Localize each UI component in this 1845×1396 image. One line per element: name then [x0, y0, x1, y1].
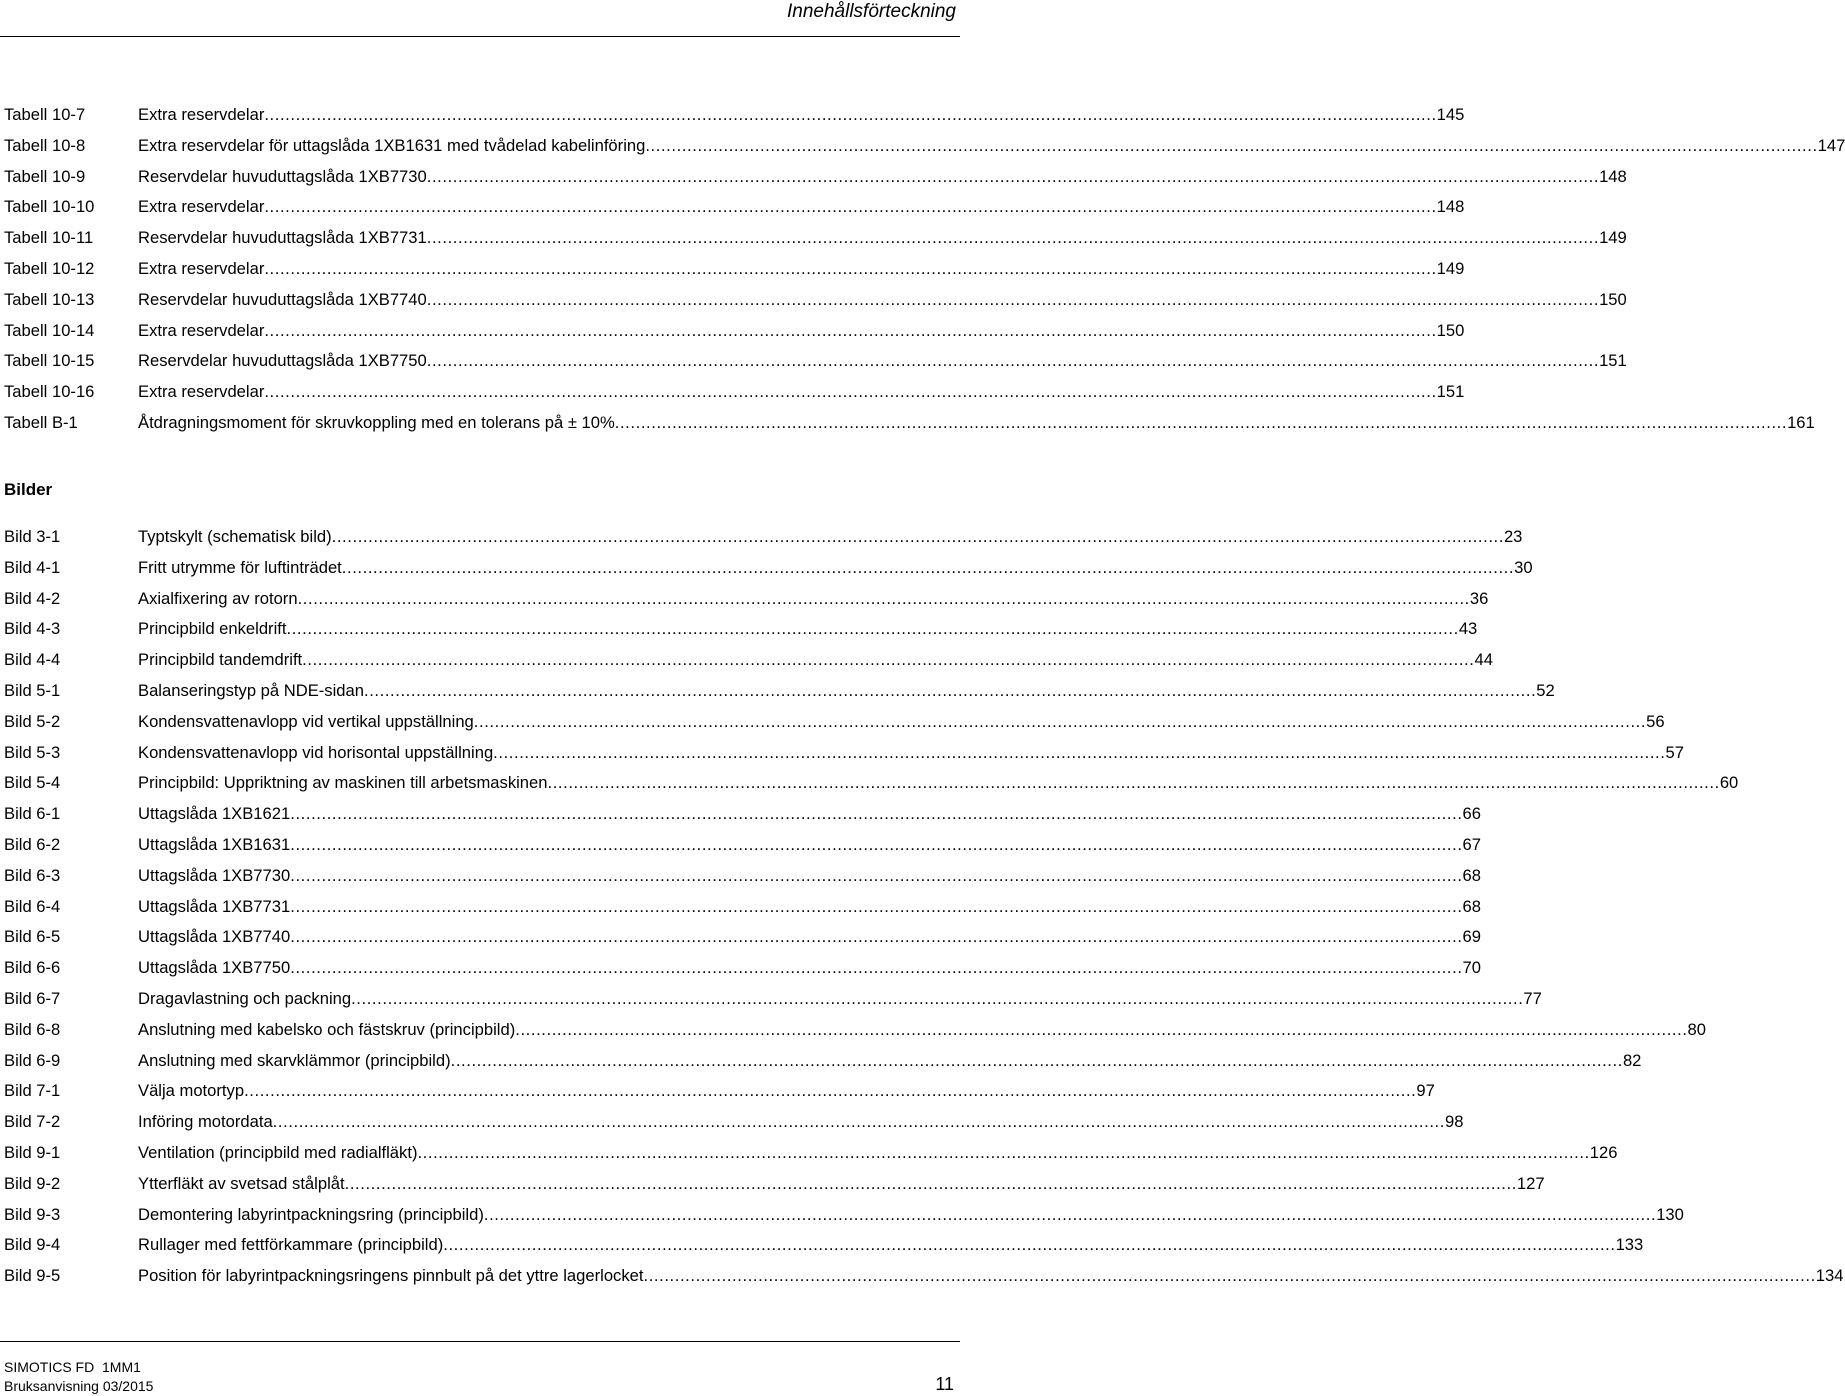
dot-leader — [645, 131, 1817, 162]
entry-page-number: 149 — [1599, 228, 1627, 248]
dot-leader — [427, 223, 1599, 254]
header-divider — [0, 36, 960, 37]
dot-leader — [332, 522, 1504, 553]
toc-figure-entry[interactable] — [4, 1200, 1684, 1231]
entry-label: Bild 4-4 — [4, 650, 61, 670]
entry-page-number: 148 — [1436, 197, 1465, 217]
entry-label: Bild 6-1 — [4, 804, 61, 824]
entry-page-number: 147 — [1817, 135, 1845, 155]
entry-label: Tabell 10-8 — [4, 135, 86, 155]
entry-page-number: 127 — [1516, 1173, 1545, 1193]
entry-title: Extra reservdelar — [138, 320, 265, 340]
entry-title: Anslutning med kabelsko och fästskruv (principbild) — [138, 1019, 516, 1039]
entry-label: Tabell 10-10 — [4, 197, 95, 217]
toc-figure-entry[interactable] — [4, 1076, 1435, 1107]
entry-label: Bild 4-2 — [4, 588, 61, 608]
entry-page-number: 44 — [1474, 650, 1493, 670]
dot-leader — [264, 316, 1436, 347]
dot-leader — [264, 254, 1436, 285]
entry-title: Extra reservdelar — [138, 197, 265, 217]
entry-title: Dragavlastning och packning — [138, 988, 352, 1008]
dot-leader — [427, 285, 1599, 316]
entry-page-number: 57 — [1665, 742, 1684, 762]
entry-label: Bild 6-2 — [4, 834, 61, 854]
toc-figure-entry[interactable] — [4, 830, 1482, 861]
entry-label: Bild 4-3 — [4, 619, 61, 639]
toc-table-entry[interactable] — [4, 131, 1845, 162]
entry-title: Ytterfläkt av svetsad stålplåt — [138, 1173, 345, 1193]
entry-title: Kondensvattenavlopp vid horisontal uppställning — [138, 742, 494, 762]
dot-leader — [264, 377, 1436, 408]
entry-page-number: 68 — [1462, 896, 1482, 916]
entry-label: Bild 7-1 — [4, 1081, 61, 1101]
entry-page-number: 149 — [1436, 258, 1465, 278]
entry-title: Extra reservdelar — [138, 382, 265, 402]
entry-title: Extra reservdelar — [138, 105, 265, 124]
entry-page-number: 23 — [1503, 527, 1523, 546]
dot-leader — [351, 984, 1523, 1015]
entry-label: Bild 6-3 — [4, 865, 61, 885]
entry-label: Bild 9-4 — [4, 1235, 61, 1255]
entry-title: Reservdelar huvuduttagslåda 1XB7730 — [138, 166, 427, 186]
toc-figure-entry[interactable] — [4, 1015, 1707, 1046]
entry-page-number: 77 — [1523, 988, 1542, 1008]
dot-leader — [264, 100, 1436, 131]
toc-table-entry[interactable] — [4, 162, 1627, 193]
entry-label: Bild 9-1 — [4, 1142, 61, 1162]
toc-figure-entry[interactable] — [4, 1107, 1464, 1138]
dot-leader — [643, 1261, 1815, 1292]
toc-figure-entry[interactable] — [4, 676, 1555, 707]
entry-page-number: 151 — [1436, 382, 1465, 402]
entry-title: Uttagslåda 1XB7740 — [138, 927, 291, 947]
entry-title: Införing motordata — [138, 1112, 273, 1132]
footer-manual: Bruksanvisning 03/2015 — [4, 1378, 154, 1394]
entry-title: Typtskylt (schematisk bild) — [138, 527, 332, 546]
dot-leader — [290, 953, 1462, 984]
entry-page-number: 36 — [1469, 588, 1489, 608]
dot-leader — [493, 738, 1665, 769]
entry-title: Välja motortyp — [138, 1081, 245, 1101]
entry-label: Bild 6-5 — [4, 927, 61, 947]
entry-page-number: 60 — [1719, 773, 1739, 793]
toc-table-entry[interactable] — [4, 408, 1815, 439]
entry-page-number: 43 — [1458, 619, 1478, 639]
entry-page-number: 145 — [1436, 105, 1465, 124]
dot-leader — [474, 707, 1646, 738]
dot-leader — [244, 1076, 1416, 1107]
dot-leader — [302, 645, 1474, 676]
entry-label: Tabell 10-12 — [4, 258, 95, 278]
entry-label: Tabell 10-9 — [4, 166, 86, 186]
dot-leader — [290, 799, 1462, 830]
dot-leader — [298, 584, 1470, 615]
entry-label: Bild 9-3 — [4, 1204, 61, 1224]
entry-label: Bild 5-3 — [4, 742, 61, 762]
dot-leader — [615, 408, 1787, 439]
toc-figure-entry[interactable] — [4, 861, 1482, 892]
toc-table-entry[interactable] — [4, 285, 1627, 316]
entry-page-number: 30 — [1514, 557, 1533, 577]
entry-label: Bild 6-7 — [4, 988, 61, 1008]
toc-figure-entry[interactable] — [4, 738, 1684, 769]
dot-leader — [290, 861, 1462, 892]
entry-title: Axialfixering av rotorn — [138, 588, 298, 608]
entry-page-number: 150 — [1599, 289, 1627, 309]
entry-page-number: 148 — [1599, 166, 1627, 186]
entry-label: Tabell 10-11 — [4, 228, 94, 248]
dot-leader — [451, 1046, 1623, 1077]
entry-page-number: 130 — [1656, 1204, 1684, 1224]
dot-leader — [417, 1138, 1589, 1169]
dot-leader — [548, 768, 1720, 799]
entry-page-number: 98 — [1444, 1112, 1464, 1132]
entry-title: Balanseringstyp på NDE-sidan — [138, 680, 364, 700]
toc-figure-entry[interactable] — [4, 614, 1478, 645]
dot-leader — [427, 346, 1599, 377]
entry-page-number: 161 — [1787, 412, 1815, 432]
entry-title: Uttagslåda 1XB1631 — [138, 834, 291, 854]
entry-title: Principbild tandemdrift — [138, 650, 303, 670]
entry-label: Tabell 10-16 — [4, 382, 95, 402]
toc-figure-entry[interactable] — [4, 922, 1482, 953]
figures-list — [4, 522, 1844, 1292]
entry-title: Principbild enkeldrift — [138, 619, 287, 639]
entry-label: Bild 6-9 — [4, 1050, 61, 1070]
entry-label: Bild 9-2 — [4, 1173, 61, 1193]
entry-title: Reservdelar huvuduttagslåda 1XB7740 — [138, 289, 427, 309]
dot-leader — [345, 1169, 1517, 1200]
entry-page-number: 70 — [1462, 958, 1482, 978]
entry-title: Uttagslåda 1XB7730 — [138, 865, 291, 885]
entry-label: Bild 4-1 — [4, 557, 61, 577]
dot-leader — [287, 614, 1459, 645]
entry-label: Bild 7-2 — [4, 1112, 61, 1132]
entry-label: Bild 6-6 — [4, 958, 61, 978]
entry-page-number: 150 — [1436, 320, 1465, 340]
entry-label: Tabell 10-14 — [4, 320, 95, 340]
entry-title: Principbild: Uppriktning av maskinen till arbetsmaskinen — [138, 773, 548, 793]
entry-title: Uttagslåda 1XB7731 — [138, 896, 291, 916]
dot-leader — [364, 676, 1536, 707]
toc-figure-entry[interactable] — [4, 707, 1665, 738]
entry-title: Rullager med fettförkammare (principbild) — [138, 1235, 444, 1255]
entry-label: Tabell 10-7 — [4, 105, 86, 124]
dot-leader — [484, 1200, 1656, 1231]
toc-table-entry[interactable] — [4, 316, 1465, 347]
toc-figure-entry[interactable] — [4, 645, 1493, 676]
entry-label: Bild 9-5 — [4, 1266, 61, 1286]
entry-title: Åtdragningsmoment för skruvkoppling med en tolerans på ± 10% — [138, 412, 615, 432]
entry-label: Bild 3-1 — [4, 527, 61, 546]
entry-page-number: 126 — [1589, 1142, 1618, 1162]
entry-page-number: 97 — [1416, 1081, 1435, 1101]
entry-page-number: 82 — [1622, 1050, 1642, 1070]
entry-page-number: 80 — [1687, 1019, 1707, 1039]
entry-page-number: 134 — [1815, 1266, 1844, 1286]
entry-page-number: 66 — [1462, 804, 1482, 824]
dot-leader — [427, 162, 1599, 193]
entry-label: Tabell 10-15 — [4, 351, 95, 371]
entry-title: Extra reservdelar för uttagslåda 1XB1631 med tvådelad kabelinföring — [138, 135, 646, 155]
toc-table-entry[interactable] — [4, 192, 1465, 223]
figures-section-heading: Bilder — [4, 480, 53, 499]
footer-info — [4, 1358, 153, 1396]
entry-page-number: 133 — [1615, 1235, 1644, 1255]
toc-figure-entry[interactable] — [4, 984, 1542, 1015]
entry-title: Anslutning med skarvklämmor (principbild) — [138, 1050, 451, 1070]
entry-page-number: 69 — [1462, 927, 1482, 947]
footer-divider — [0, 1341, 960, 1342]
entry-title: Uttagslåda 1XB1621 — [138, 804, 291, 824]
entry-title: Kondensvattenavlopp vid vertikal uppställning — [138, 711, 474, 731]
entry-title: Fritt utrymme för luftinträdet — [138, 557, 342, 577]
toc-figure-entry[interactable] — [4, 522, 1523, 553]
toc-figure-entry[interactable] — [4, 892, 1482, 923]
entry-label: Tabell B-1 — [4, 412, 78, 432]
entry-page-number: 56 — [1646, 711, 1665, 731]
entry-title: Uttagslåda 1XB7750 — [138, 958, 291, 978]
dot-leader — [443, 1230, 1615, 1261]
entry-title: Reservdelar huvuduttagslåda 1XB7731 — [138, 228, 427, 248]
toc-table-entry[interactable] — [4, 223, 1627, 254]
entry-title: Position för labyrintpackningsringens pinnbult på det yttre lagerlocket — [138, 1266, 644, 1286]
toc-figure-entry[interactable] — [4, 768, 1739, 799]
entry-label: Tabell 10-13 — [4, 289, 95, 309]
entry-label: Bild 6-4 — [4, 896, 61, 916]
dot-leader — [290, 830, 1462, 861]
dot-leader — [290, 922, 1462, 953]
toc-table-entry[interactable] — [4, 377, 1465, 408]
toc-figure-entry[interactable] — [4, 953, 1482, 984]
toc-figure-entry[interactable] — [4, 799, 1482, 830]
entry-title: Ventilation (principbild med radialfläkt) — [138, 1142, 418, 1162]
entry-title: Reservdelar huvuduttagslåda 1XB7750 — [138, 351, 427, 371]
footer-product: SIMOTICS FD 1MM1 — [4, 1359, 141, 1375]
entry-page-number: 151 — [1599, 351, 1627, 371]
entry-label: Bild 5-2 — [4, 711, 61, 731]
entry-page-number: 52 — [1536, 680, 1555, 700]
dot-leader — [342, 553, 1514, 584]
toc-figure-entry[interactable] — [4, 1138, 1618, 1169]
toc-figure-entry[interactable] — [4, 1261, 1844, 1292]
toc-figure-entry[interactable] — [4, 1169, 1545, 1200]
dot-leader — [264, 192, 1436, 223]
tables-list — [4, 100, 1845, 439]
toc-table-entry[interactable] — [4, 346, 1627, 377]
entry-title: Extra reservdelar — [138, 258, 265, 278]
entry-label: Bild 6-8 — [4, 1019, 61, 1039]
toc-figure-entry[interactable] — [4, 584, 1489, 615]
footer-page-number: 11 — [935, 1374, 954, 1394]
dot-leader — [290, 892, 1462, 923]
toc-figure-entry[interactable] — [4, 1046, 1642, 1077]
entry-title: Demontering labyrintpackningsring (principbild) — [138, 1204, 484, 1224]
entry-page-number: 67 — [1462, 834, 1482, 854]
dot-leader — [273, 1107, 1445, 1138]
page-header-title: Innehållsförteckning — [787, 1, 956, 22]
toc-table-entry[interactable] — [4, 100, 1465, 131]
dot-leader — [515, 1015, 1687, 1046]
toc-table-entry[interactable] — [4, 254, 1465, 285]
toc-figure-entry[interactable] — [4, 1230, 1644, 1261]
entry-label: Bild 5-4 — [4, 773, 61, 793]
entry-page-number: 68 — [1462, 865, 1482, 885]
toc-figure-entry[interactable] — [4, 553, 1533, 584]
entry-label: Bild 5-1 — [4, 680, 61, 700]
